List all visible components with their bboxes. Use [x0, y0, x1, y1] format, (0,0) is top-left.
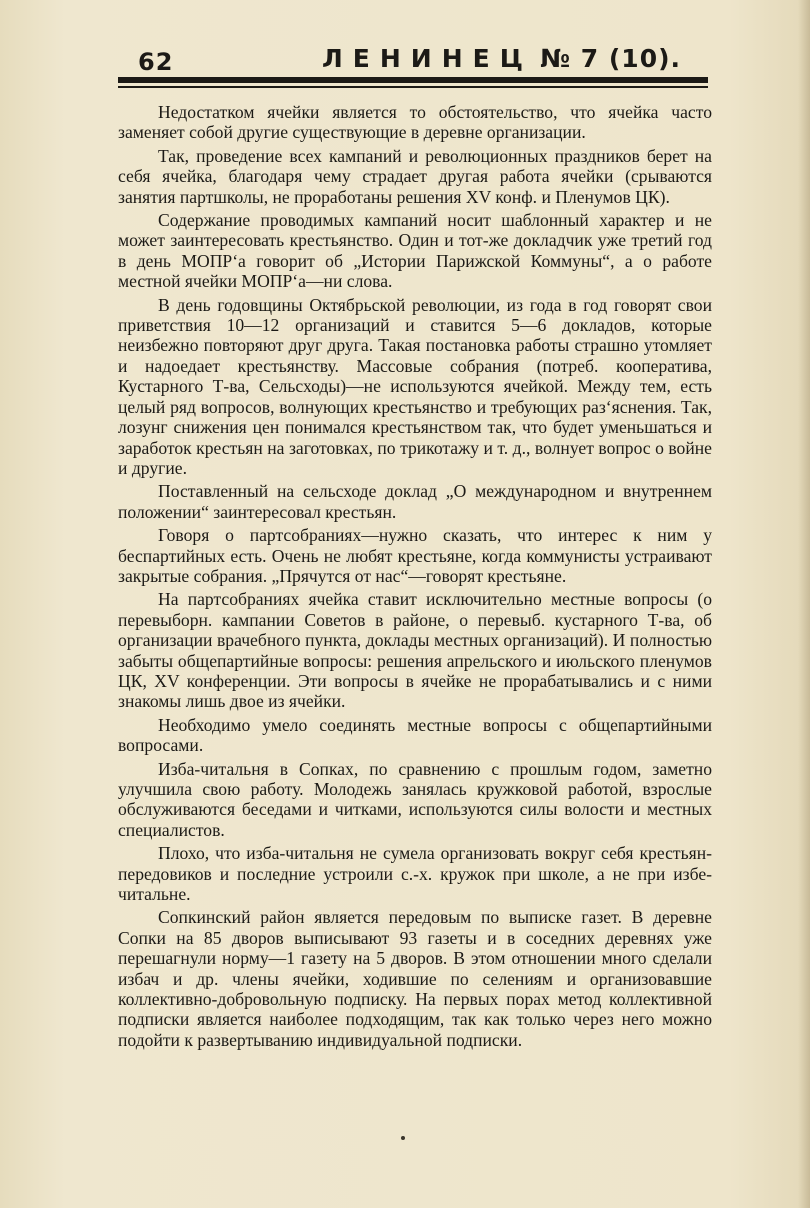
header-rule-thick	[118, 77, 708, 83]
page-edge-shadow	[798, 0, 810, 1208]
paragraph: Изба-читальня в Сопках, по сравнению с прошлым годом, заметно улучшила свою работу. Молодежь занялась кружковой работой, взрослые обслуживаются беседами и читками, используются силы волости и местных специалистов.	[118, 758, 712, 840]
issue-number: № 7 (10).	[540, 44, 682, 73]
paragraph: Плохо, что изба-читальня не сумела организовать вокруг себя крестьян-передовиков и последние устроили с.-х. кружок при школе, а не при избе-читальне.	[118, 843, 712, 905]
paragraph: Недостатком ячейки является то обстоятельство, что ячейка часто заменяет собой другие существующие в деревне организации.	[118, 102, 712, 143]
paragraph: Сопкинский район является передовым по выписке газет. В деревне Сопки на 85 дворов выписывают 93 газеты и в соседних деревнях уже перешагнули норму—1 газету на 5 дворов. В этом отношении много сделали избач и др. члены ячейки, ходившие по селениям и организовавшие коллективно-добровольную подписку. На первых порах метод коллективной подписки является наиболее подходящим, так как только через него можно подойти к развертыванию индивидуальной подписки.	[118, 907, 712, 1050]
paragraph: Так, проведение всех кампаний и революционных праздников берет на себя ячейка, благодаря чему страдает другая работа ячейки (срываются занятия партшколы, не проработаны решения XV конф. и Пленумов ЦК).	[118, 145, 712, 207]
paragraph: Говоря о партсобраниях—нужно сказать, что интерес к ним у беспартийных есть. Очень не любят крестьяне, когда коммунисты устраивают закрытые собрания. „Прячутся от нас“—говорят крестьяне.	[118, 525, 712, 586]
print-speck	[401, 1136, 405, 1140]
paragraph: На партсобраниях ячейка ставит исключительно местные вопросы (о перевыборн. кампании Советов в районе, о перевыб. кустарного Т-ва, об организации врачебного пункта, доклады местных организаций). И полностью забыты общепартийные вопросы: решения апрельского и июльского пленумов ЦК, XV конференции. Эти вопросы в ячейке не прорабатывались и с ними знакомы лишь двое из ячейки.	[118, 589, 712, 712]
article-body	[118, 98, 712, 1053]
paragraph: Содержание проводимых кампаний носит шаблонный характер и не может заинтересовать крестьянство. Один и тот-же докладчик уже третий год в день МОПР‘а говорит об „Истории Парижской Коммуны“, а о работе местной ячейки МОПР‘а—ни слова.	[118, 210, 712, 292]
journal-title: ЛЕНИНЕЦ	[322, 44, 533, 73]
page-number: 62	[138, 48, 174, 76]
paragraph: Необходимо умело соединять местные вопросы с общепартийными вопросами.	[118, 714, 712, 756]
paragraph: Поставленный на сельсходе доклад „О международном и внутреннем положении“ заинтересовал крестьян.	[118, 481, 712, 522]
page-header	[0, 0, 810, 100]
header-rule-thin	[118, 86, 708, 88]
paragraph: В день годовщины Октябрьской революции, из года в год говорят свои приветствия 10—12 организаций и ставится 5—6 докладов, которые неизбежно повторяют друг друга. Такая постановка работы страшно утомляет и надоедает крестьянству. Массовые собрания (потреб. кооператива, Кустарного Т-ва, Сельсходы)—не используются ячейкой. Между тем, есть целый ряд вопросов, волнующих крестьянство и требующих раз‘яснения. Так, лозунг снижения цен понимался крестьянством так, что будет уменьшаться и заработок крестьян на заготовках, по трикотажу и т. д., волнует вопрос о войне и другие.	[118, 294, 712, 478]
